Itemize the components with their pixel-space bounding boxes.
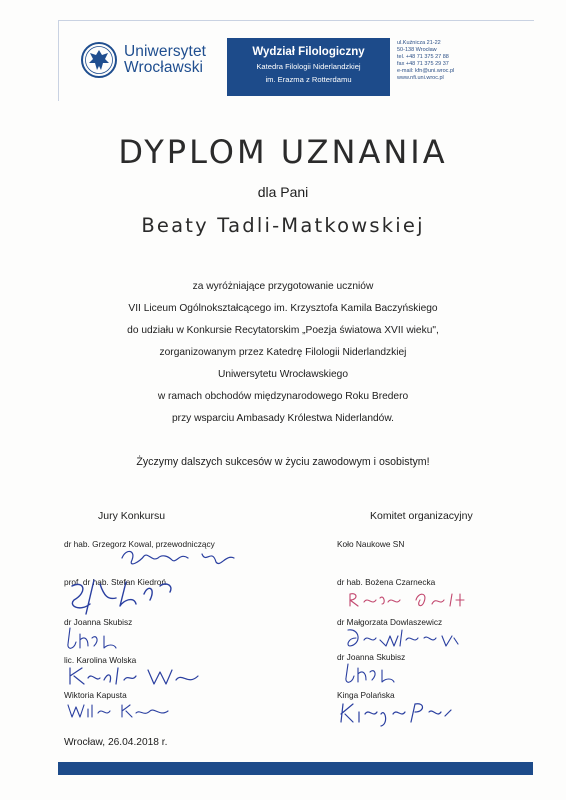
department-line-1: Katedra Filologii Niderlandzkiej bbox=[256, 62, 361, 71]
signature-polanska bbox=[337, 698, 457, 728]
faculty-name: Wydział Filologiczny bbox=[252, 46, 365, 58]
wishes-line: Życzymy dalszych sukcesów w życiu zawodowym i osobistym! bbox=[136, 456, 430, 468]
department-line-2: im. Erazma z Rotterdamu bbox=[265, 75, 352, 84]
issue-date: Wrocław, 26.04.2018 r. bbox=[64, 737, 168, 748]
eagle-crest-icon bbox=[80, 37, 118, 83]
contact-city: 50-138 Wrocław bbox=[397, 46, 437, 53]
committee-heading: Komitet organizacyjny bbox=[370, 510, 473, 522]
contact-phone: tel. +48 71 375 27 88 bbox=[397, 53, 449, 60]
signature-kiedron bbox=[64, 576, 194, 616]
diploma-subtitle: dla Pani bbox=[257, 184, 309, 200]
body-line: przy wsparciu Ambasady Królestwa Niderlandów. bbox=[172, 413, 394, 424]
contact-address: ul.Kuźnicza 21-22 bbox=[397, 40, 441, 46]
diploma-title: DYPLOM UZNANIA bbox=[118, 133, 448, 171]
body-line: za wyróżniające przygotowanie uczniów bbox=[192, 281, 374, 292]
diploma-body bbox=[0, 276, 566, 430]
signature-skubisz-committee bbox=[342, 660, 402, 686]
body-line: w ramach obchodów międzynarodowego Roku Bredero bbox=[157, 391, 409, 402]
jury-member: lic. Karolina Wolska bbox=[64, 655, 137, 665]
university-logo bbox=[80, 36, 206, 84]
contact-fax: fax +48 71 375 29 37 bbox=[397, 60, 449, 67]
jury-member: dr Joanna Skubisz bbox=[64, 617, 133, 627]
body-line: VII Liceum Ogólnokształcącego im. Krzysztofa Kamila Baczyńskiego bbox=[128, 303, 438, 314]
committee-member: Koło Naukowe SN bbox=[337, 539, 405, 549]
footer-bar bbox=[58, 762, 533, 775]
body-line: Uniwersytetu Wrocławskiego bbox=[217, 369, 349, 380]
jury-heading: Jury Konkursu bbox=[98, 510, 166, 522]
signature-kowal bbox=[118, 544, 238, 572]
jury-member: Wiktoria Kapusta bbox=[64, 690, 127, 700]
signature-skubisz-jury bbox=[64, 624, 124, 652]
faculty-banner bbox=[227, 38, 390, 96]
logo-line-2: Wrocławski bbox=[124, 59, 204, 76]
committee-member: dr Małgorzata Dowlaszewicz bbox=[337, 617, 443, 627]
body-line: zorganizowanym przez Katedrę Filologii Niderlandzkiej bbox=[159, 347, 407, 358]
signature-kapusta bbox=[64, 699, 174, 723]
signature-czarnecka bbox=[344, 586, 474, 612]
signature-dowlaszewicz bbox=[342, 624, 462, 654]
contact-www: www.nfi.uni.wroc.pl bbox=[397, 74, 444, 81]
contact-block bbox=[397, 40, 454, 81]
logo-line-1: Uniwersytet bbox=[124, 43, 207, 60]
committee-member: dr Joanna Skubisz bbox=[337, 652, 406, 662]
recipient-name: Beaty Tadli-Matkowskiej bbox=[141, 214, 425, 237]
jury-member: prof. dr hab. Stefan Kiedroń bbox=[64, 577, 166, 587]
committee-member: dr hab. Bożena Czarnecka bbox=[337, 577, 436, 587]
signature-wolska bbox=[64, 662, 204, 690]
jury-member: dr hab. Grzegorz Kowal, przewodniczący bbox=[64, 539, 215, 549]
committee-member: Kinga Polańska bbox=[337, 690, 395, 700]
body-line: do udziału w Konkursie Recytatorskim „Poezja światowa XVII wieku", bbox=[127, 325, 439, 336]
contact-email: e-mail: kfn@uni.wroc.pl bbox=[397, 67, 455, 74]
